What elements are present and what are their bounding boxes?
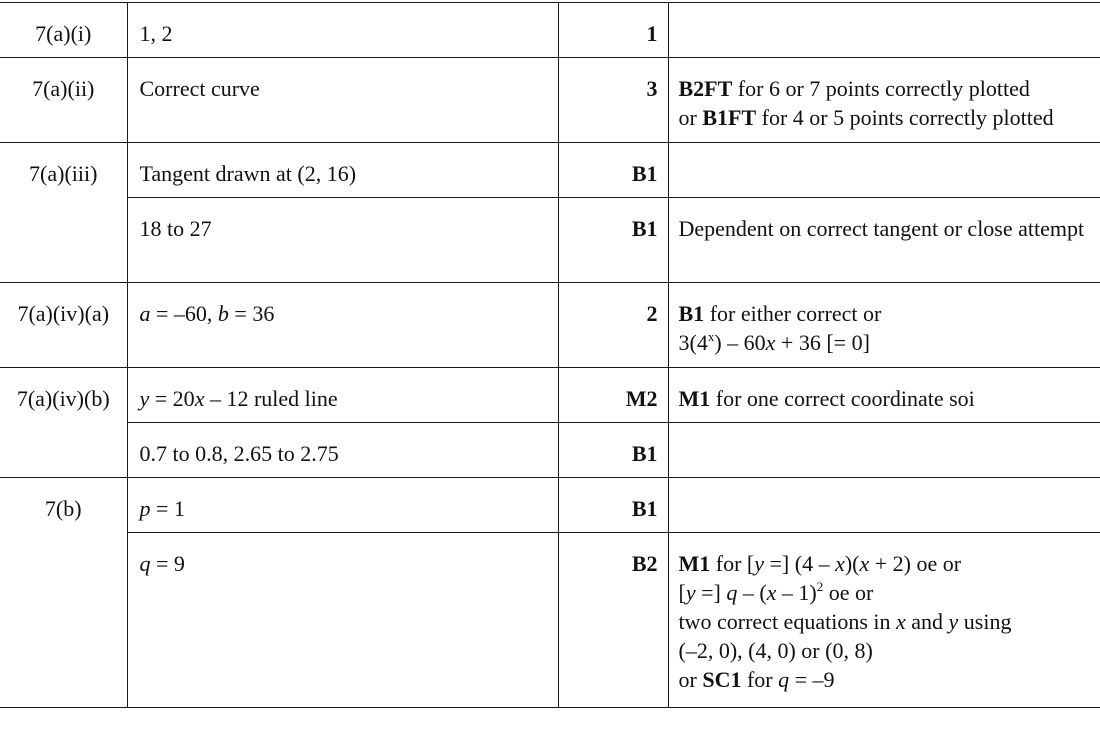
- question-number: 7(a)(iv)(b): [0, 368, 127, 423]
- guidance-cell: [668, 3, 1100, 58]
- guidance-cell: [668, 423, 1100, 478]
- answer-cell: q = 9: [127, 533, 558, 708]
- question-number: 7(a)(i): [0, 3, 127, 58]
- guidance-cell: M1 for [y =] (4 – x)(x + 2) oe or [y =] q – (x – 1)$^2$ oe or two correct equations in x and y using (–2, 0), (4, 0) or (0, 8) or SC1 for q = –9: [668, 533, 1100, 708]
- marks-cell: M2: [558, 368, 668, 423]
- marks-cell: 3: [558, 58, 668, 143]
- marks-cell: B2: [558, 533, 668, 708]
- table-row: [0, 423, 1100, 478]
- table-row: [0, 533, 1100, 708]
- table-row: [0, 198, 1100, 283]
- guidance-cell: [668, 143, 1100, 198]
- marks-cell: B1: [558, 478, 668, 533]
- question-number: 7(a)(iv)(a): [0, 283, 127, 368]
- guidance-cell: [668, 478, 1100, 533]
- guidance-cell: Dependent on correct tangent or close attempt: [668, 198, 1100, 283]
- question-number: [0, 423, 127, 478]
- marks-cell: 1: [558, 3, 668, 58]
- marks-cell: B1: [558, 198, 668, 283]
- guidance-cell: B1 for either correct or 3(4$^x$) – 60x + 36 [= 0]: [668, 283, 1100, 368]
- answer-cell: Tangent drawn at (2, 16): [127, 143, 558, 198]
- marks-cell: 2: [558, 283, 668, 368]
- table-row: [0, 283, 1100, 368]
- table-row: [0, 143, 1100, 198]
- table-row: [0, 58, 1100, 143]
- question-number: 7(a)(iii): [0, 143, 127, 198]
- answer-cell: y = 20x – 12 ruled line: [127, 368, 558, 423]
- question-number: [0, 533, 127, 708]
- answer-cell: 0.7 to 0.8, 2.65 to 2.75: [127, 423, 558, 478]
- answer-cell: Correct curve: [127, 58, 558, 143]
- mark-scheme-table: [0, 2, 1100, 708]
- table-row: [0, 478, 1100, 533]
- question-number: 7(a)(ii): [0, 58, 127, 143]
- question-number: [0, 198, 127, 283]
- answer-cell: 1, 2: [127, 3, 558, 58]
- guidance-cell: B2FT for 6 or 7 points correctly plotted or B1FT for 4 or 5 points correctly plotted: [668, 58, 1100, 143]
- question-number: 7(b): [0, 478, 127, 533]
- table-row: [0, 368, 1100, 423]
- answer-cell: p = 1: [127, 478, 558, 533]
- guidance-cell: M1 for one correct coordinate soi: [668, 368, 1100, 423]
- table-row: [0, 3, 1100, 58]
- marks-cell: B1: [558, 423, 668, 478]
- marks-cell: B1: [558, 143, 668, 198]
- answer-cell: a = –60, b = 36: [127, 283, 558, 368]
- answer-cell: 18 to 27: [127, 198, 558, 283]
